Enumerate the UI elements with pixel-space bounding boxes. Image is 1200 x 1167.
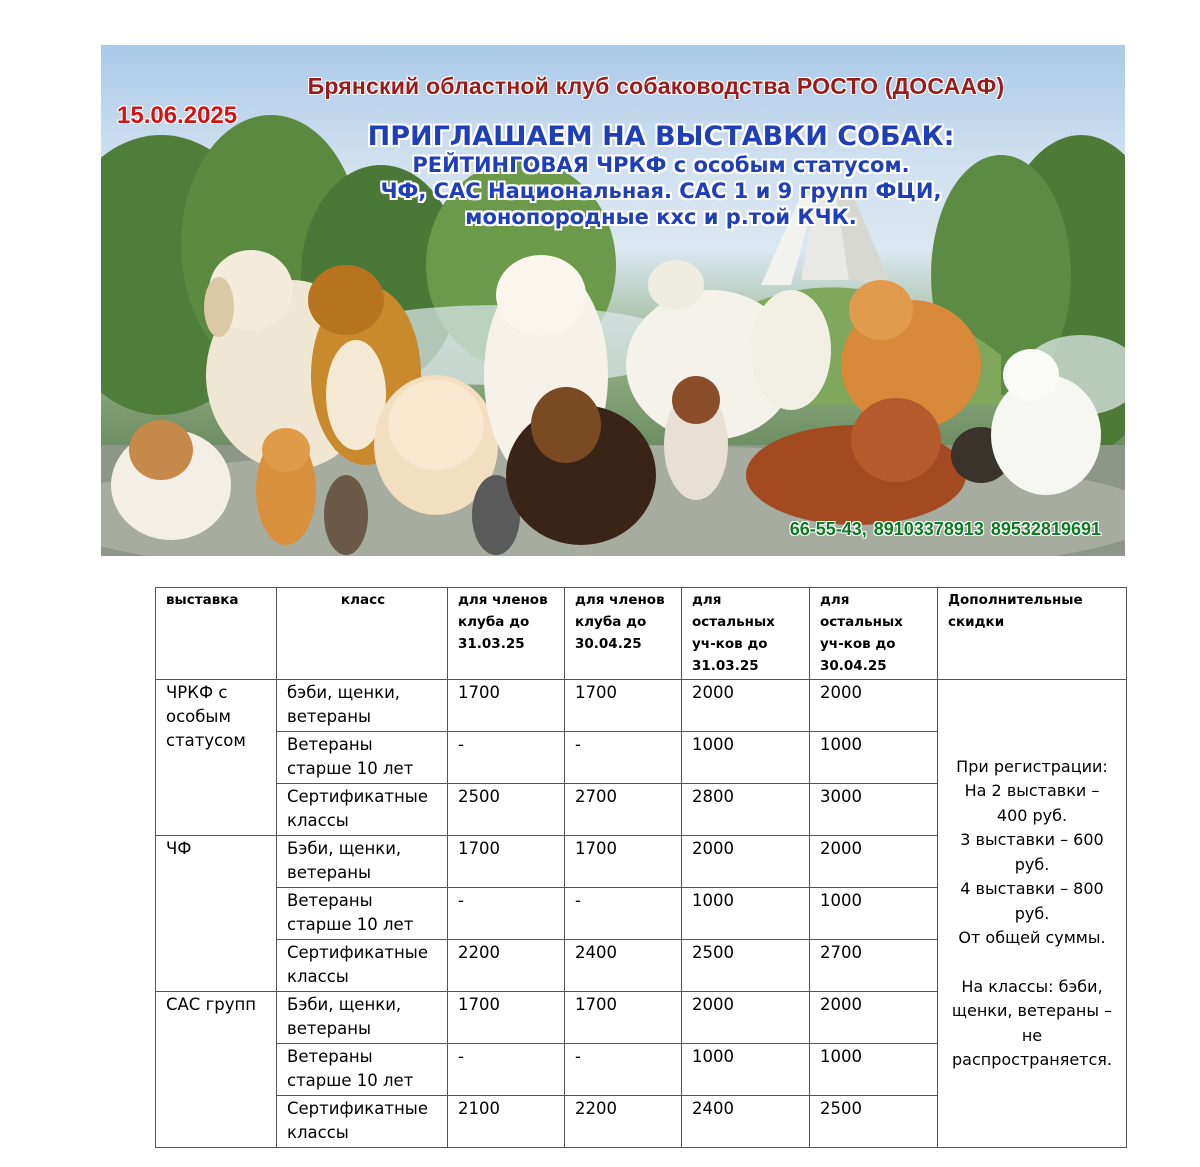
price-cell: 2700 [810,940,938,992]
club-title: Брянский областной клуб собаководства РОСТО (ДОСААФ) [307,73,1005,99]
price-cell: 1000 [810,732,938,784]
price-table [155,587,1127,1148]
price-cell: 2400 [682,1096,810,1148]
header-members-0331: для членов клуба до 31.03.25 [448,588,565,680]
show-date: 15.06.2025 [117,102,238,129]
class-cell: Сертификатные классы [277,940,448,992]
price-cell: 1700 [448,836,565,888]
price-cell: 2500 [682,940,810,992]
section-name: САС групп [156,992,277,1148]
header-class: класс [277,588,448,680]
section-name: ЧФ [156,836,277,992]
section-name: ЧРКФ с особым статусом [156,680,277,836]
price-cell: 2400 [565,940,682,992]
price-cell: 2700 [565,784,682,836]
price-cell: 2500 [448,784,565,836]
class-cell: Сертификатные классы [277,784,448,836]
price-cell: 2000 [682,680,810,732]
discount-class-note: На классы: бэби, щенки, ветераны – не распространяется. [951,976,1113,1069]
price-cell: 2200 [448,940,565,992]
price-cell: 3000 [810,784,938,836]
discount-three-shows: 3 выставки – 600 руб. [960,830,1104,874]
price-cell: 1700 [448,992,565,1044]
price-cell: 1000 [682,1044,810,1096]
show-banner [101,45,1125,556]
header-members-0430: для членов клуба до 30.04.25 [565,588,682,680]
class-cell: Ветераны старше 10 лет [277,1044,448,1096]
discount-intro: При регистрации: [956,756,1108,776]
invite-line-4: монопородные кхс и р.той КЧК. [465,205,857,229]
price-cell: 2000 [682,836,810,888]
price-cell: 2000 [682,992,810,1044]
header-discounts: Дополнительные скидки [938,588,1127,680]
header-show: выставка [156,588,277,680]
class-cell: Бэби, щенки, ветераны [277,992,448,1044]
price-cell: 2000 [810,680,938,732]
discount-two-shows: На 2 выставки – 400 руб. [964,781,1100,825]
price-cell: 1700 [448,680,565,732]
price-cell: 2200 [565,1096,682,1148]
invite-line-1: ПРИГЛАШАЕМ НА ВЫСТАВКИ СОБАК: [367,121,955,152]
price-cell: - [448,732,565,784]
class-cell: Ветераны старше 10 лет [277,888,448,940]
price-cell: 2000 [810,992,938,1044]
table-row [156,680,1127,732]
table-header-row [156,588,1127,680]
discount-four-shows: 4 выставки – 800 руб. [960,879,1104,923]
price-cell: 1000 [810,1044,938,1096]
class-cell: Ветераны старше 10 лет [277,732,448,784]
price-cell: - [565,732,682,784]
price-cell: - [565,1044,682,1096]
price-cell: 1700 [565,680,682,732]
discount-cell [938,680,1127,1148]
price-cell: - [565,888,682,940]
price-cell: - [448,888,565,940]
price-cell: 1700 [565,836,682,888]
price-cell: 2500 [810,1096,938,1148]
discount-total-note: От общей суммы. [958,928,1106,947]
class-cell: бэби, щенки, ветераны [277,680,448,732]
price-cell: 1000 [810,888,938,940]
class-cell: Сертификатные классы [277,1096,448,1148]
price-cell: 2100 [448,1096,565,1148]
price-cell: 1000 [682,732,810,784]
contact-phones: 66-55-43, 89103378913 89532819691 [789,519,1101,539]
header-others-0331: для остальных уч-ков до 31.03.25 [682,588,810,680]
header-others-0430: для остальных уч-ков до 30.04.25 [810,588,938,680]
invite-line-3: ЧФ, САС Национальная. САС 1 и 9 групп ФЦИ, [380,179,942,203]
price-cell: 2000 [810,836,938,888]
price-cell: 1000 [682,888,810,940]
price-cell: 1700 [565,992,682,1044]
price-cell: - [448,1044,565,1096]
invite-line-2: РЕЙТИНГОВАЯ ЧРКФ с особым статусом. [412,153,910,177]
class-cell: Бэби, щенки, ветераны [277,836,448,888]
price-cell: 2800 [682,784,810,836]
